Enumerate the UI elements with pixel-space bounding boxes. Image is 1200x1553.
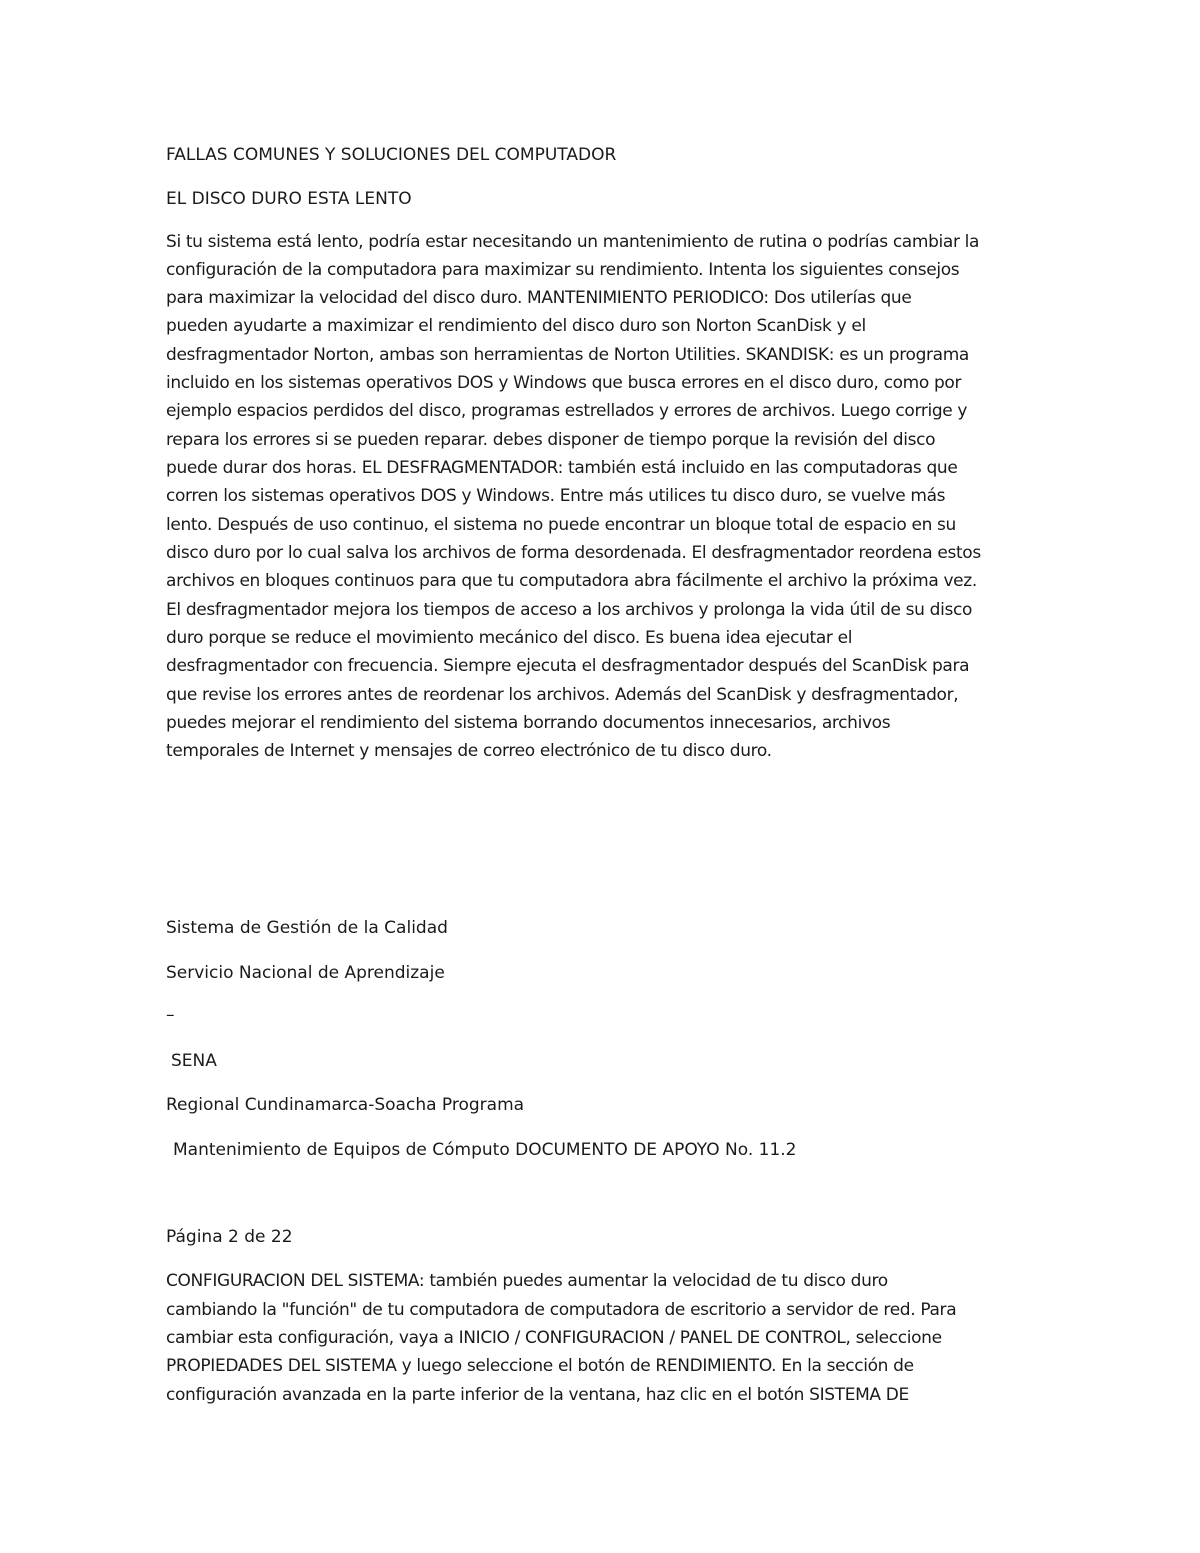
paragraph-line: para maximizar la velocidad del disco duro. MANTENIMIENTO PERIODICO: Dos utilerías que xyxy=(166,288,912,308)
paragraph-line: PROPIEDADES DEL SISTEMA y luego seleccione el botón de RENDIMIENTO. En la sección de xyxy=(166,1356,914,1376)
paragraph-line: configuración de la computadora para maximizar su rendimiento. Intenta los siguientes consejos xyxy=(166,260,960,280)
paragraph-line: disco duro por lo cual salva los archivos de forma desordenada. El desfragmentador reordena estos xyxy=(166,543,981,563)
institution-name: Servicio Nacional de Aprendizaje xyxy=(166,963,445,983)
paragraph-line: incluido en los sistemas operativos DOS y Windows que busca errores en el disco duro, como por xyxy=(166,373,962,393)
paragraph-line: cambiar esta configuración, vaya a INICIO / CONFIGURACION / PANEL DE CONTROL, seleccione xyxy=(166,1328,942,1348)
paragraph-line: Si tu sistema está lento, podría estar necesitando un mantenimiento de rutina o podrías cambiar la xyxy=(166,232,980,252)
regional-program: Regional Cundinamarca-Soacha Programa xyxy=(166,1095,525,1115)
document-title: FALLAS COMUNES Y SOLUCIONES DEL COMPUTADOR xyxy=(166,145,617,165)
paragraph-line: que revise los errores antes de reordenar los archivos. Además del ScanDisk y desfragmentador, xyxy=(166,685,959,705)
paragraph-line: puedes mejorar el rendimiento del sistema borrando documentos innecesarios, archivos xyxy=(166,713,891,733)
paragraph-line: El desfragmentador mejora los tiempos de acceso a los archivos y prolonga la vida útil de su disco xyxy=(166,600,973,620)
paragraph-line: cambiando la "función" de tu computadora de computadora de escritorio a servidor de red. Para xyxy=(166,1300,957,1320)
footer-dash: – xyxy=(166,1005,175,1025)
program-document-id: Mantenimiento de Equipos de Cómputo DOCUMENTO DE APOYO No. 11.2 xyxy=(173,1140,797,1160)
paragraph-line: duro porque se reduce el movimiento mecánico del disco. Es buena idea ejecutar el xyxy=(166,628,853,648)
paragraph-line: CONFIGURACION DEL SISTEMA: también puedes aumentar la velocidad de tu disco duro xyxy=(166,1271,888,1291)
paragraph-line: desfragmentador con frecuencia. Siempre ejecuta el desfragmentador después del ScanDisk para xyxy=(166,656,970,676)
paragraph-line: corren los sistemas operativos DOS y Windows. Entre más utilices tu disco duro, se vuelve más xyxy=(166,486,946,506)
institution-acronym: SENA xyxy=(171,1051,217,1071)
paragraph-line: desfragmentador Norton, ambas son herramientas de Norton Utilities. SKANDISK: es un programa xyxy=(166,345,969,365)
paragraph-line: temporales de Internet y mensajes de correo electrónico de tu disco duro. xyxy=(166,741,772,761)
paragraph-line: lento. Después de uso continuo, el sistema no puede encontrar un bloque total de espacio en su xyxy=(166,515,956,535)
paragraph-line: archivos en bloques continuos para que tu computadora abra fácilmente el archivo la próxima vez. xyxy=(166,571,977,591)
quality-system-label: Sistema de Gestión de la Calidad xyxy=(166,918,448,938)
paragraph-line: configuración avanzada en la parte inferior de la ventana, haz clic en el botón SISTEMA DE xyxy=(166,1385,909,1405)
section-heading: EL DISCO DURO ESTA LENTO xyxy=(166,189,412,209)
paragraph-line: repara los errores si se pueden reparar. debes disponer de tiempo porque la revisión del disco xyxy=(166,430,936,450)
paragraph-line: pueden ayudarte a maximizar el rendimiento del disco duro son Norton ScanDisk y el xyxy=(166,316,866,336)
paragraph-line: ejemplo espacios perdidos del disco, programas estrellados y errores de archivos. Luego corrige y xyxy=(166,401,968,421)
paragraph-line: puede durar dos horas. EL DESFRAGMENTADOR: también está incluido en las computadoras que xyxy=(166,458,958,478)
page-number: Página 2 de 22 xyxy=(166,1227,293,1247)
